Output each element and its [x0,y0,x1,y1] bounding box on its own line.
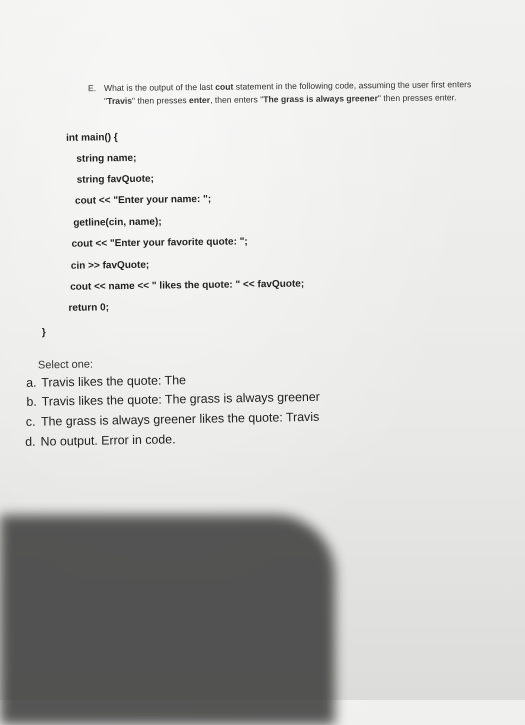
question-grass-bold: The grass is always greener [263,93,378,105]
code-line: cout << "Enter your favorite quote: "; [71,236,248,250]
code-block [41,127,480,339]
code-line: cout << "Enter your name: "; [74,193,212,207]
question-text-part: , then enters " [209,94,264,105]
question-text-part: " then presses [131,95,190,106]
question-text-part: statement in the following code, assuming the user first enters " [104,79,472,106]
option-c[interactable] [26,410,320,429]
code-line: cout << name << " likes the quote: " << favQuote; [70,278,305,293]
option-d[interactable] [25,432,176,449]
question-travis-bold: Travis [107,95,133,106]
question-text [87,78,500,108]
question-text-part: What is the output of the last [103,81,216,94]
code-line: cin >> favQuote; [70,259,150,272]
option-letter: c. [25,414,36,429]
question-text-part: " then presses enter. [377,92,457,104]
code-line: int main() { [66,132,118,144]
question-cout-bold: cout [215,81,234,92]
code-line: } [41,327,46,339]
select-one-label: Select one: [37,358,94,372]
option-text: Travis likes the quote: The [41,373,187,390]
code-line: string favQuote; [76,173,154,186]
question-letter: E. [87,83,97,94]
option-text: No output. Error in code. [40,432,176,449]
option-b[interactable] [26,390,320,409]
question-enter-bold: enter [188,94,211,106]
option-text: Travis likes the quote: The grass is always greener [41,389,320,409]
code-line: getline(cin, name); [73,216,162,229]
option-text: The grass is always greener likes the quote: Travis [40,409,320,429]
option-letter: a. [25,375,37,390]
code-line: string name; [76,152,137,165]
hand-shadow [0,515,335,725]
question-e [87,78,500,108]
option-letter: b. [26,394,37,409]
code-line: return 0; [68,302,110,314]
option-letter: d. [25,434,36,449]
option-a[interactable] [26,373,186,390]
